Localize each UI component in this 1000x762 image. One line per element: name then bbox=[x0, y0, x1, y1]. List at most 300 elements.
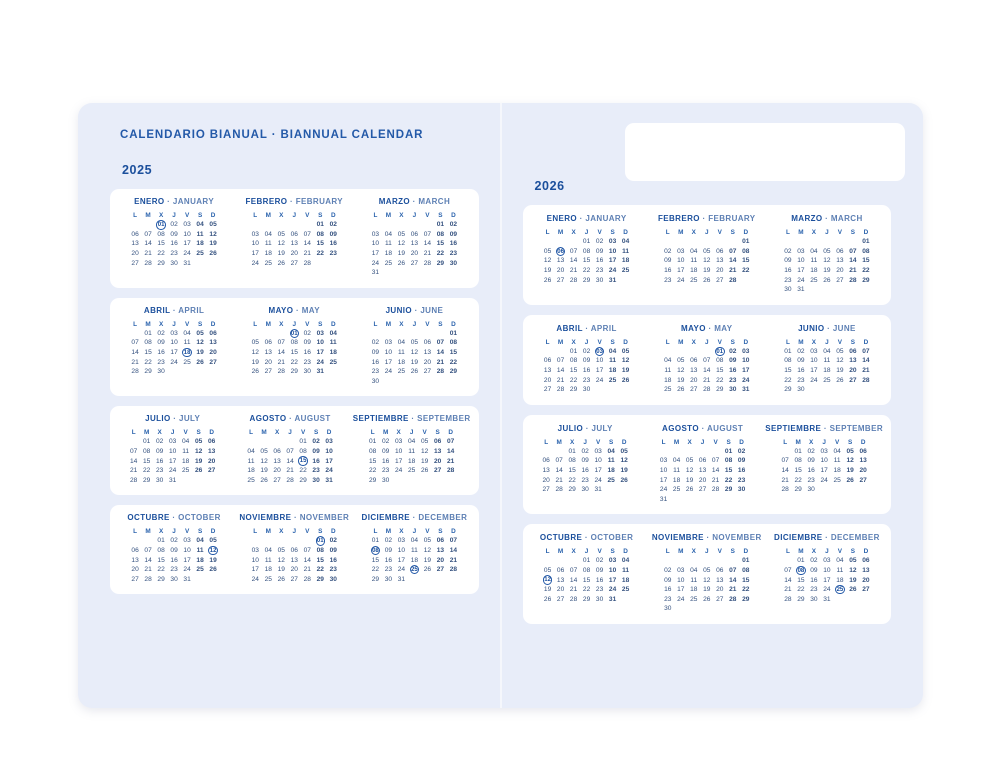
day-cell-empty bbox=[700, 604, 713, 614]
day-cell: 09 bbox=[582, 357, 591, 365]
day-cell: 25 bbox=[247, 476, 255, 484]
month-grid bbox=[249, 527, 340, 584]
day-cell: 15 bbox=[299, 458, 307, 465]
day-cell: 07 bbox=[303, 230, 311, 238]
weekday-header: J bbox=[172, 212, 176, 219]
day-cell: 20 bbox=[423, 358, 432, 366]
day-cell: 18 bbox=[196, 240, 204, 248]
day-cell: 26 bbox=[621, 376, 630, 384]
day-cell: 17 bbox=[608, 257, 617, 265]
day-cell: 19 bbox=[823, 267, 831, 275]
day-cell: 24 bbox=[797, 276, 805, 284]
day-cell: 14 bbox=[784, 576, 792, 584]
day-cell-empty bbox=[382, 377, 395, 387]
day-cell-empty bbox=[833, 285, 846, 295]
day-cell: 30 bbox=[807, 486, 815, 494]
week-row bbox=[366, 466, 457, 476]
day-cell: 14 bbox=[711, 467, 720, 475]
day-cell: 03 bbox=[325, 438, 333, 446]
day-cell: 26 bbox=[397, 259, 406, 267]
day-cell-empty bbox=[395, 329, 408, 339]
day-cell: 04 bbox=[397, 339, 406, 347]
day-cell: 12 bbox=[209, 230, 217, 238]
day-cell: 16 bbox=[170, 240, 178, 248]
day-cell-empty bbox=[619, 594, 632, 604]
day-cell: 12 bbox=[251, 349, 259, 357]
day-cell-empty bbox=[392, 476, 405, 486]
weekday-header: L bbox=[545, 229, 550, 236]
month-grid bbox=[541, 228, 632, 285]
day-cell: 22 bbox=[742, 267, 750, 275]
week-row bbox=[249, 230, 340, 240]
day-cell: 03 bbox=[677, 566, 685, 574]
day-cell: 10 bbox=[169, 448, 177, 456]
weekday-header: M bbox=[144, 429, 150, 437]
week-row bbox=[661, 604, 752, 614]
day-cell: 10 bbox=[316, 339, 324, 347]
weekday-header: X bbox=[570, 438, 575, 446]
weekday-header: M bbox=[145, 528, 151, 536]
day-cell-empty bbox=[820, 385, 833, 395]
day-cell: 06 bbox=[264, 339, 272, 347]
day-cell: 30 bbox=[581, 486, 589, 494]
weekday-header: D bbox=[863, 338, 869, 346]
day-cell: 06 bbox=[208, 438, 216, 446]
day-cell-empty bbox=[818, 485, 831, 495]
day-cell: 11 bbox=[408, 448, 416, 456]
day-cell: 21 bbox=[849, 267, 857, 275]
day-cell: 01 bbox=[371, 537, 380, 545]
day-cell: 14 bbox=[144, 240, 152, 248]
day-cell: 18 bbox=[196, 556, 204, 564]
day-cell: 21 bbox=[423, 250, 432, 258]
weekday-header: M bbox=[145, 212, 151, 219]
notes-box[interactable] bbox=[625, 123, 905, 181]
day-cell: 09 bbox=[664, 576, 672, 584]
weekday-header: D bbox=[743, 338, 749, 346]
week-row bbox=[661, 247, 752, 257]
day-cell: 03 bbox=[371, 230, 380, 238]
day-cell-empty bbox=[194, 574, 207, 584]
day-cell: 23 bbox=[156, 467, 164, 475]
day-cell: 19 bbox=[277, 250, 285, 258]
week-row bbox=[129, 367, 220, 377]
day-cell: 22 bbox=[157, 250, 165, 258]
day-cell-empty bbox=[794, 237, 807, 247]
quarter-card bbox=[523, 524, 892, 624]
weekday-header: D bbox=[623, 338, 628, 346]
day-cell: 21 bbox=[556, 376, 565, 384]
day-cell-empty bbox=[696, 447, 709, 457]
day-cell: 24 bbox=[371, 259, 380, 267]
month-name: SEPTIEMBRE · SEPTEMBER bbox=[765, 423, 883, 433]
day-cell: 01 bbox=[316, 221, 324, 229]
day-cell: 28 bbox=[144, 259, 152, 267]
day-cell-empty bbox=[327, 367, 340, 377]
day-cell: 19 bbox=[677, 376, 685, 384]
day-cell: 18 bbox=[183, 349, 191, 356]
day-cell-empty bbox=[807, 385, 820, 395]
week-row bbox=[366, 437, 457, 447]
day-cell: 29 bbox=[449, 368, 458, 376]
month-2026-7 bbox=[527, 424, 644, 505]
month-name: DICIEMBRE · DECEMBER bbox=[774, 533, 880, 543]
weekday-header: L bbox=[373, 320, 378, 328]
day-cell: 23 bbox=[784, 276, 792, 284]
day-cell: 20 bbox=[849, 367, 857, 375]
weekday-header: L bbox=[785, 229, 790, 236]
week-row bbox=[661, 566, 752, 576]
month-2025-9 bbox=[349, 414, 475, 485]
day-cell: 25 bbox=[196, 250, 204, 258]
day-cell: 19 bbox=[397, 250, 406, 258]
weekday-header: J bbox=[172, 528, 176, 536]
day-cell: 19 bbox=[703, 586, 711, 594]
day-cell: 25 bbox=[264, 575, 272, 583]
day-cell: 23 bbox=[170, 250, 178, 258]
day-cell: 21 bbox=[862, 367, 870, 375]
day-cell: 06 bbox=[436, 537, 445, 545]
week-row bbox=[249, 555, 340, 565]
day-cell-empty bbox=[844, 485, 857, 495]
month-2026-10 bbox=[527, 533, 647, 614]
day-cell: 11 bbox=[690, 576, 698, 584]
day-cell-empty bbox=[249, 329, 262, 339]
day-cell: 08 bbox=[797, 567, 805, 574]
day-cell: 05 bbox=[277, 230, 285, 238]
day-cell-empty bbox=[418, 476, 431, 486]
day-cell: 01 bbox=[143, 438, 151, 446]
day-cell: 09 bbox=[797, 357, 805, 365]
day-cell-empty bbox=[687, 604, 700, 614]
weekday-header: X bbox=[687, 438, 692, 446]
day-cell: 13 bbox=[690, 367, 698, 375]
day-cell: 22 bbox=[290, 358, 298, 366]
day-cell: 08 bbox=[716, 357, 724, 365]
day-cell-empty bbox=[859, 385, 872, 395]
week-row bbox=[127, 447, 218, 457]
day-cell: 13 bbox=[131, 240, 139, 248]
weekday-header: J bbox=[825, 338, 829, 346]
day-cell: 09 bbox=[449, 230, 458, 238]
day-cell-empty bbox=[846, 285, 859, 295]
day-cell: 12 bbox=[397, 240, 406, 248]
day-cell: 11 bbox=[823, 357, 831, 365]
day-cell-empty bbox=[434, 574, 447, 584]
weekday-header: M bbox=[265, 528, 271, 536]
day-cell: 21 bbox=[729, 267, 737, 275]
day-cell: 24 bbox=[183, 566, 191, 574]
day-cell: 07 bbox=[436, 339, 445, 347]
day-cell: 30 bbox=[810, 595, 818, 603]
day-cell: 28 bbox=[569, 276, 578, 284]
day-cell: 15 bbox=[862, 257, 870, 265]
day-cell: 03 bbox=[169, 438, 177, 446]
weekday-header: X bbox=[279, 528, 284, 536]
day-cell: 08 bbox=[144, 339, 152, 347]
day-cell: 13 bbox=[433, 448, 442, 456]
day-cell: 07 bbox=[303, 546, 311, 554]
week-row bbox=[369, 574, 460, 584]
day-cell: 28 bbox=[703, 386, 711, 394]
day-cell: 21 bbox=[784, 586, 792, 594]
day-cell: 26 bbox=[703, 595, 711, 603]
weekday-header: S bbox=[610, 338, 615, 346]
day-cell: 24 bbox=[594, 476, 602, 484]
day-cell: 03 bbox=[316, 329, 324, 337]
day-cell: 29 bbox=[157, 575, 165, 583]
week-row bbox=[127, 437, 218, 447]
weekday-header: J bbox=[292, 212, 297, 219]
weekday-header: X bbox=[809, 438, 814, 446]
day-cell: 06 bbox=[131, 546, 139, 554]
day-cell: 20 bbox=[209, 349, 217, 357]
day-cell: 18 bbox=[410, 556, 419, 564]
weekday-header: X bbox=[811, 229, 817, 236]
day-cell: 24 bbox=[384, 368, 393, 376]
day-cell: 15 bbox=[794, 467, 802, 475]
day-cell: 02 bbox=[582, 347, 591, 355]
day-cell: 29 bbox=[569, 386, 578, 394]
week-row bbox=[245, 456, 336, 466]
day-cell: 30 bbox=[797, 386, 805, 394]
day-cell: 05 bbox=[195, 438, 203, 446]
day-cell: 24 bbox=[394, 467, 403, 475]
day-cell: 06 bbox=[849, 347, 857, 355]
day-cell: 18 bbox=[833, 467, 841, 475]
day-cell: 16 bbox=[664, 267, 672, 275]
quarter-card bbox=[523, 415, 892, 515]
day-cell: 13 bbox=[698, 467, 707, 475]
day-cell: 22 bbox=[797, 586, 805, 594]
day-cell: 06 bbox=[862, 557, 870, 565]
week-row bbox=[249, 565, 340, 575]
day-cell: 31 bbox=[371, 269, 380, 277]
weekday-header: V bbox=[305, 320, 310, 328]
day-cell: 06 bbox=[290, 546, 298, 554]
day-cell: 29 bbox=[716, 386, 724, 394]
weekday-header: S bbox=[726, 438, 731, 446]
day-cell: 28 bbox=[423, 259, 432, 267]
week-row bbox=[249, 574, 340, 584]
day-cell: 01 bbox=[862, 238, 870, 246]
day-cell: 07 bbox=[144, 230, 152, 238]
day-cell-empty bbox=[369, 329, 382, 339]
weekday-header: L bbox=[133, 528, 138, 536]
day-cell-empty bbox=[683, 495, 696, 505]
weekday-header: S bbox=[610, 229, 615, 236]
day-cell-empty bbox=[421, 220, 434, 230]
weekday-header: L bbox=[783, 438, 788, 446]
day-cell: 26 bbox=[196, 358, 204, 366]
day-cell: 06 bbox=[859, 447, 867, 455]
day-cell: 28 bbox=[849, 276, 857, 284]
month-name: MAYO · MAY bbox=[681, 323, 733, 333]
week-row bbox=[657, 485, 748, 495]
day-cell: 01 bbox=[316, 538, 324, 545]
day-cell: 30 bbox=[784, 286, 792, 294]
day-cell-empty bbox=[382, 268, 395, 278]
day-cell: 10 bbox=[820, 457, 828, 465]
day-cell: 10 bbox=[810, 357, 818, 365]
day-cell: 16 bbox=[371, 358, 380, 366]
weekday-header: V bbox=[835, 438, 840, 446]
day-cell: 16 bbox=[595, 257, 604, 265]
day-cell: 31 bbox=[397, 575, 406, 583]
weekday-header: X bbox=[691, 548, 696, 556]
day-cell: 20 bbox=[264, 358, 272, 366]
day-cell: 20 bbox=[556, 586, 565, 594]
day-cell-empty bbox=[661, 556, 674, 566]
day-cell: 27 bbox=[859, 476, 867, 484]
day-cell: 17 bbox=[251, 566, 259, 574]
day-cell-empty bbox=[301, 536, 314, 546]
day-cell: 01 bbox=[144, 329, 152, 337]
day-cell: 10 bbox=[594, 457, 602, 465]
month-name: AGOSTO · AUGUST bbox=[249, 414, 331, 424]
weekday-header: V bbox=[837, 338, 843, 346]
day-cell: 26 bbox=[277, 259, 285, 267]
day-cell: 14 bbox=[286, 457, 294, 465]
weekday-header: L bbox=[373, 528, 378, 536]
month-grid bbox=[540, 438, 631, 495]
weekday-header: D bbox=[209, 429, 214, 437]
week-row bbox=[129, 220, 220, 230]
day-cell-empty bbox=[408, 574, 421, 584]
weekday-header: X bbox=[691, 229, 696, 236]
weekday-header: S bbox=[313, 429, 319, 437]
day-cell: 09 bbox=[384, 546, 393, 554]
day-cell: 07 bbox=[711, 457, 720, 465]
weekday-header: J bbox=[704, 229, 709, 236]
week-row bbox=[366, 447, 457, 457]
day-cell: 15 bbox=[449, 349, 458, 357]
day-cell: 24 bbox=[820, 476, 828, 484]
day-cell: 13 bbox=[543, 367, 552, 375]
month-name: SEPTIEMBRE · SEPTEMBER bbox=[352, 414, 471, 424]
weekday-header: S bbox=[318, 320, 323, 328]
month-grid bbox=[661, 228, 752, 285]
day-cell: 20 bbox=[862, 576, 870, 584]
day-cell: 17 bbox=[170, 349, 178, 357]
day-cell: 18 bbox=[182, 457, 190, 465]
week-row bbox=[129, 565, 220, 575]
day-cell-empty bbox=[444, 476, 457, 486]
day-cell: 03 bbox=[608, 557, 617, 565]
day-cell-empty bbox=[181, 367, 194, 377]
day-cell: 28 bbox=[303, 575, 311, 583]
week-row bbox=[661, 575, 752, 585]
week-row bbox=[781, 566, 872, 576]
day-cell: 20 bbox=[131, 250, 139, 258]
day-cell: 24 bbox=[608, 267, 617, 275]
weekday-header: J bbox=[822, 438, 826, 446]
weekday-header: M bbox=[385, 320, 392, 328]
day-cell: 16 bbox=[797, 367, 805, 375]
weekday-header: V bbox=[717, 548, 722, 556]
day-cell: 15 bbox=[290, 349, 298, 357]
day-cell: 21 bbox=[729, 586, 737, 594]
week-row bbox=[129, 348, 220, 358]
weekday-header: D bbox=[451, 528, 456, 536]
day-cell: 18 bbox=[621, 257, 630, 265]
day-cell: 21 bbox=[144, 566, 152, 574]
day-cell: 04 bbox=[384, 230, 393, 238]
day-cell: 22 bbox=[582, 586, 591, 594]
day-cell-empty bbox=[567, 556, 580, 566]
day-cell: 02 bbox=[664, 247, 672, 255]
day-cell: 06 bbox=[557, 248, 564, 255]
day-cell: 31 bbox=[797, 286, 805, 294]
day-cell: 26 bbox=[677, 386, 685, 394]
day-cell: 26 bbox=[209, 566, 217, 574]
day-cell: 18 bbox=[608, 367, 617, 375]
day-cell: 10 bbox=[183, 546, 191, 554]
weekday-header: L bbox=[253, 528, 258, 536]
weekday-header: D bbox=[448, 429, 453, 437]
day-cell: 14 bbox=[449, 546, 458, 554]
day-cell: 02 bbox=[810, 557, 818, 565]
day-cell: 11 bbox=[810, 257, 818, 265]
day-cell: 05 bbox=[196, 329, 204, 337]
day-cell: 17 bbox=[595, 367, 604, 375]
day-cell: 23 bbox=[797, 376, 805, 384]
day-cell: 08 bbox=[742, 247, 750, 255]
day-cell: 14 bbox=[555, 467, 563, 475]
weekday-header: V bbox=[422, 429, 427, 437]
day-cell: 30 bbox=[595, 595, 604, 603]
day-cell: 28 bbox=[131, 368, 139, 376]
day-cell: 11 bbox=[196, 230, 204, 238]
day-cell: 16 bbox=[737, 467, 746, 475]
day-cell-empty bbox=[431, 476, 444, 486]
day-cell: 09 bbox=[784, 257, 792, 265]
day-cell: 20 bbox=[716, 586, 724, 594]
day-cell: 10 bbox=[608, 247, 617, 255]
day-cell: 24 bbox=[823, 586, 831, 594]
week-row bbox=[541, 375, 632, 385]
day-cell: 23 bbox=[157, 358, 165, 366]
day-cell: 27 bbox=[698, 486, 707, 494]
day-cell: 20 bbox=[716, 267, 724, 275]
weekday-header: D bbox=[623, 548, 628, 556]
month-2026-5 bbox=[647, 324, 767, 395]
day-cell: 17 bbox=[742, 367, 750, 375]
day-cell: 13 bbox=[862, 566, 870, 574]
day-cell: 19 bbox=[277, 566, 285, 574]
day-cell-empty bbox=[661, 237, 674, 247]
day-cell: 02 bbox=[595, 238, 604, 246]
day-cell: 19 bbox=[849, 576, 857, 584]
weekday-header: D bbox=[739, 438, 744, 446]
day-cell-empty bbox=[831, 485, 844, 495]
weekday-header: X bbox=[399, 212, 404, 219]
day-cell: 14 bbox=[781, 467, 789, 475]
week-row bbox=[249, 239, 340, 249]
day-cell: 16 bbox=[664, 586, 672, 594]
month-2026-3 bbox=[767, 214, 887, 295]
day-cell: 10 bbox=[659, 467, 668, 475]
day-cell: 27 bbox=[690, 386, 698, 394]
day-cell: 10 bbox=[608, 566, 617, 574]
day-cell-empty bbox=[553, 447, 566, 457]
day-cell: 04 bbox=[810, 247, 818, 255]
day-cell: 23 bbox=[581, 476, 589, 484]
weekday-header: V bbox=[717, 229, 722, 236]
day-cell: 17 bbox=[169, 457, 177, 465]
day-cell: 18 bbox=[664, 376, 672, 384]
day-cell: 24 bbox=[397, 566, 406, 574]
